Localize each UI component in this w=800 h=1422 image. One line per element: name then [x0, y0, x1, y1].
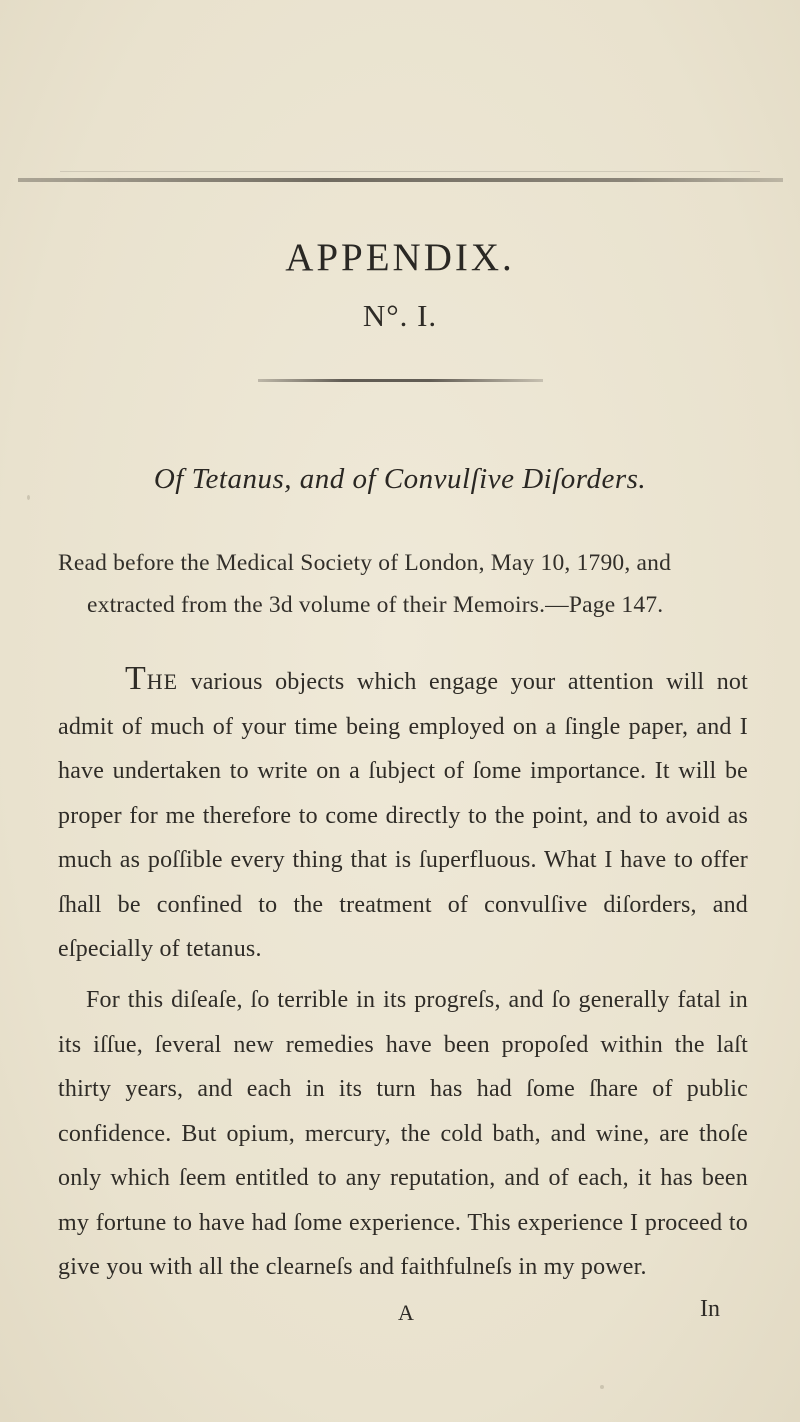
- section-title: Of Tetanus, and of Convulſive Diſorders.: [153, 463, 647, 495]
- appendix-heading: APPENDIX.: [285, 236, 515, 279]
- paragraph-1-text: various objects which engage your attention will not admit of much of your time being employed on a ſingle paper, and I have undertaken to write on a ſubject of ſome importance. It will be proper for me therefore to come directly to the point, and to avoid as much as poſſible every thing that is ſuperfluous. What I have to offer ſhall be confined to the treatment of convulſive diſorders, and eſpecially of tetanus.: [58, 669, 748, 962]
- signature-mark: A: [398, 1300, 414, 1325]
- small-caps-lead: HE: [146, 669, 179, 694]
- paper-speck: [27, 495, 30, 500]
- appendix-number: N°. I.: [362, 298, 438, 333]
- drop-cap: T: [125, 660, 147, 697]
- section-rule: [258, 379, 543, 382]
- paragraph-1: [58, 657, 748, 972]
- paragraph-2: For this diſeaſe, ſo terrible in its progreſs, and ſo generally fatal in its iſſue, ſeveral new remedies have been propoſed within the laſt thirty years, and each in its turn has had ſome ſhare of public confidence. But opium, mercury, the cold bath, and wine, are thoſe only which ſeem entitled to any reputation, and of each, it has been my fortune to have had ſome experience. This experience I proceed to give you with all the clearneſs and faithfulneſs in my power.: [58, 987, 748, 1280]
- paper-speck: [600, 1385, 604, 1389]
- bleed-through-line: [60, 171, 760, 172]
- top-rule: [18, 178, 783, 182]
- catchword: In: [700, 1296, 720, 1322]
- source-note-line-1: Read before the Medical Society of London, May 10, 1790, and: [58, 550, 672, 576]
- source-note-line-2: extracted from the 3d volume of their Memoirs.—Page 147.: [87, 592, 664, 618]
